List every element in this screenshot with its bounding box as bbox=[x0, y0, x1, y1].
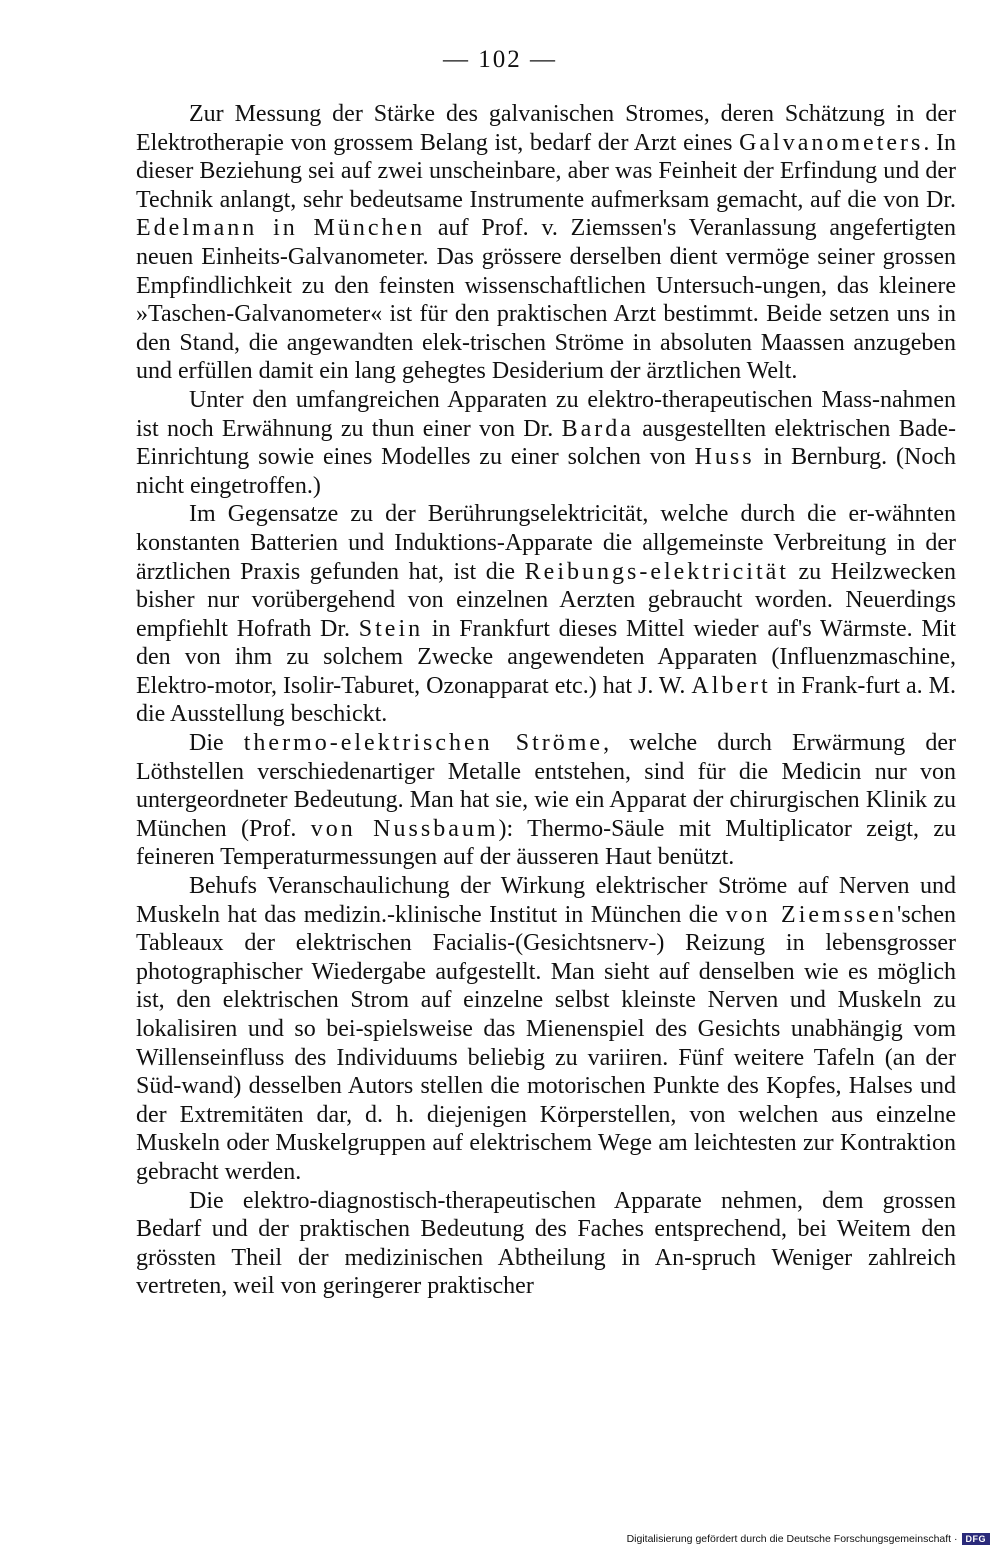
spaced-emphasis-text: von Nussbaum bbox=[310, 815, 499, 842]
page-number-header: — 102 — bbox=[443, 46, 557, 73]
spaced-emphasis-text: Barda bbox=[561, 415, 634, 442]
paragraph-text: Die bbox=[189, 730, 244, 757]
dfg-logo: DFG bbox=[962, 1533, 991, 1545]
paragraph-text: Die elektro-diagnostisch-therapeutischen Apparate nehmen, dem grossen Bedarf und der praktischen Bedeutung des Faches entsprechend, bei Weitem den grössten Theil der medizinischen Abtheilung in An-spruch Weniger zahlreich vertreten, weil von geringerer praktischer bbox=[136, 1187, 956, 1300]
spaced-emphasis-text: Huss bbox=[694, 444, 755, 471]
paragraph-text: auf Prof. v. Ziemssen's Veranlassung angefertigten neuen Einheits-Galvanometer. Das grössere derselben dient vermöge seiner grossen Empfindlichkeit zu den feinsten wissenschaftlichen Untersuch-ungen, das kleinere »Taschen-Galvanometer« ist für den praktischen Arzt bestimmt. Beide setzen uns in den Stand, die angewandten elek-trischen Ströme in absoluten Maassen anzugeben und erfüllen damit ein lang gehegtes Desiderium der ärztlichen Welt. bbox=[136, 215, 956, 385]
body-text bbox=[136, 100, 956, 1301]
paragraph-text: ausgestellten elektrischen Bade-Einrichtung sowie eines Modelles zu einer solchen von bbox=[136, 415, 956, 471]
paragraph-text: . In dieser Beziehung sei auf zwei unscheinbare, aber was Feinheit der Erfindung und der Technik anlangt, sehr bedeutsame Instrumente aufmerksam gemacht, auf die von Dr. bbox=[136, 129, 956, 213]
paragraph bbox=[136, 100, 956, 386]
paragraph-text: zu Heilzwecken bisher nur vorübergehend von einzelnen Aerzten gebraucht worden. Neuerdings empfiehlt Hofrath Dr. bbox=[136, 558, 956, 642]
spaced-emphasis-text: Stein bbox=[358, 615, 424, 642]
spaced-emphasis-text: thermo-elektrischen Ströme bbox=[243, 730, 604, 757]
footer-credit-text: Digitalisierung gefördert durch die Deutsche Forschungsgemeinschaft · bbox=[626, 1533, 958, 1545]
spaced-emphasis-text: Reibungs-elektricität bbox=[524, 558, 789, 585]
paragraph-text: Im Gegensatze zu der Berührungselektricität, welche durch die er-wähnten konstanten Batterien und Induktions-Apparate die allgemeinste Verbreitung in der ärztlichen Praxis gefunden hat, ist die bbox=[136, 501, 956, 585]
paragraph bbox=[136, 729, 956, 872]
paragraph-text: in Frank-furt a. M. die Ausstellung beschickt. bbox=[136, 672, 956, 728]
paragraph-text: in Bernburg. (Noch nicht eingetroffen.) bbox=[136, 444, 956, 499]
spaced-emphasis-text: von Ziemssen bbox=[725, 901, 898, 928]
paragraph bbox=[136, 1187, 956, 1301]
paragraph-text: Zur Messung der Stärke des galvanischen Stromes, deren Schätzung in der Elektrotherapie von grossem Belang ist, bedarf der Arzt eines bbox=[136, 101, 956, 156]
paragraph bbox=[136, 872, 956, 1187]
paragraph-text: , welche durch Erwärmung der Löthstellen verschiedenartiger Metalle entstehen, sind für die Medicin nur von untergeordneter Bedeutung. Man hat sie, wie ein Apparat der chirurgischen Klinik zu München (Prof. bbox=[136, 730, 957, 842]
paragraph bbox=[136, 500, 956, 729]
paragraph-text: in Frankfurt dieses Mittel wieder auf's Wärmste. Mit den von ihm zu solchem Zwecke angewendeten Apparaten (Influenzmaschine, Elektro-motor, Isolir-Taburet, Ozonapparat etc.) hat J. W. bbox=[136, 615, 956, 699]
paragraph bbox=[136, 386, 956, 500]
paragraph-text: ): Thermo-Säule mit Multiplicator zeigt, zu feineren Temperaturmessungen auf der äusseren Haut benützt. bbox=[136, 815, 957, 871]
paragraph-text: Unter den umfangreichen Apparaten zu elektro-therapeutischen Mass-nahmen ist noch Erwähnung zu thun einer von Dr. bbox=[136, 386, 956, 442]
paragraph-text: Behufs Veranschaulichung der Wirkung elektrischer Ströme auf Nerven und Muskeln hat das medizin.-klinische Institut in München die bbox=[136, 873, 956, 928]
spaced-emphasis-text: Galvanometers bbox=[739, 129, 924, 156]
spaced-emphasis-text: Edelmann in München bbox=[136, 215, 426, 242]
paragraph-text: 'schen Tableaux der elektrischen Facialis-(Gesichtsnerv-) Reizung in lebensgrosser photographischer Wiedergabe aufgestellt. Man sieht auf denselben wie es möglich ist, den elektrischen Strom auf einzelne selbst kleinste Nerven und Muskeln zu lokalisiren und so bei-spielsweise das Mienenspiel des Gesichts unabhängig vom Willenseinfluss des Individuums beliebig zu variiren. Fünf weitere Tafeln (an der Süd-wand) desselben Autors stellen die motorischen Punkte des Kopfes, Halses und der Extremitäten dar, d. h. diejenigen Körperstellen, von welchen aus einzelne Muskeln oder Muskelgruppen auf elektrischem Wege am leichtesten zur Kontraktion gebracht werden. bbox=[136, 901, 957, 1185]
spaced-emphasis-text: Albert bbox=[691, 672, 771, 699]
digitization-footer bbox=[627, 1533, 990, 1545]
